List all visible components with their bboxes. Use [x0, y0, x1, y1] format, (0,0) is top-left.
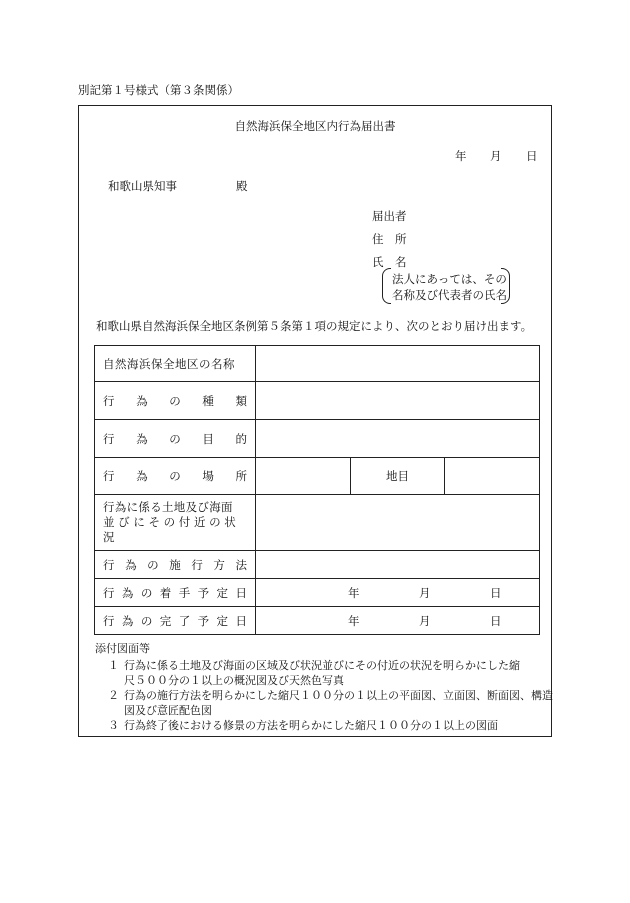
label-char: の	[140, 613, 153, 628]
date-month: 月	[490, 149, 502, 163]
attachment-2-number: ２	[108, 689, 119, 702]
corporation-note-line-1: 法人にあっては、その	[392, 272, 507, 286]
land-category-label: 地目	[350, 458, 445, 495]
label-char: 着	[159, 585, 172, 600]
label-char: 法	[235, 557, 247, 572]
address-char-2: 所	[395, 232, 407, 246]
label-action-type	[95, 382, 256, 420]
table-row	[95, 458, 540, 495]
label-area-name	[95, 346, 256, 382]
table-row	[95, 551, 540, 579]
label-end-date	[95, 607, 256, 635]
applicant-label: 届出者	[372, 209, 407, 223]
form-number: 別記第１号様式（第３条関係）	[78, 83, 239, 97]
label-char: 近	[193, 515, 206, 529]
address-char-1: 住	[372, 232, 384, 246]
attachment-3-line-1: 行為終了後における修景の方法を明らかにした縮尺１００分の１以上の図面	[124, 719, 498, 732]
label-char: 付	[178, 515, 191, 529]
label-char: 所	[235, 469, 247, 483]
attachment-2-line-1: 行為の施行方法を明らかにした縮尺１００分の１以上の平面図、立面図、断面図、構造	[124, 689, 553, 702]
end-date-field[interactable]	[256, 607, 540, 635]
execution-method-field[interactable]	[256, 551, 540, 579]
label-char: 行	[103, 557, 115, 572]
area-name-label: 自然海浜保全地区の名称	[103, 356, 235, 371]
label-char: 為	[136, 431, 148, 446]
label-char: 為	[125, 557, 137, 572]
label-char: 目	[202, 431, 214, 446]
attachment-1-line-1: 行為に係る土地及び海面の区域及び状況並びにその付近の状況を明らかにした縮	[124, 659, 520, 672]
label-char: 行	[103, 585, 115, 600]
label-char: 為	[136, 469, 148, 483]
label-char: 行	[103, 393, 115, 408]
end-date-year: 年	[348, 613, 360, 628]
label-char: 的	[235, 431, 247, 446]
notification-table	[94, 345, 540, 635]
attachments-heading: 添付図面等	[95, 642, 150, 655]
surroundings-field[interactable]	[256, 495, 540, 551]
surroundings-label-line-1: 行為に係る土地及び海面	[103, 500, 233, 514]
label-char: 行	[103, 613, 115, 628]
attachment-2-line-2: 図及び意匠配色図	[124, 704, 212, 717]
label-char: 並	[103, 515, 115, 529]
label-execution-method	[95, 551, 256, 579]
label-char: 予	[197, 613, 210, 628]
addressee-honorific: 殿	[236, 179, 248, 193]
label-char: 為	[136, 393, 148, 408]
corporation-note-line-2: 名称及び代表者の氏名	[392, 288, 507, 302]
name-char-2: 名	[395, 255, 407, 269]
label-char: 為	[121, 613, 134, 628]
label-char: そ	[148, 515, 160, 529]
label-surroundings	[95, 495, 256, 551]
label-char: の	[169, 469, 181, 483]
attachment-3-number: ３	[108, 719, 119, 732]
label-char: の	[163, 515, 176, 529]
date-day: 日	[526, 149, 538, 163]
end-date-day: 日	[490, 613, 502, 628]
label-char: 類	[235, 393, 247, 408]
start-date-month: 月	[419, 585, 431, 600]
label-char: 為	[121, 585, 134, 600]
label-char: 方	[213, 557, 225, 572]
action-type-field[interactable]	[256, 382, 540, 420]
land-category-field[interactable]	[445, 458, 540, 495]
label-char: 手	[178, 585, 191, 600]
label-action-location	[95, 458, 256, 495]
table-row	[95, 607, 540, 635]
action-location-field[interactable]	[256, 458, 351, 495]
table-row	[95, 382, 540, 420]
attachment-1-number: １	[108, 659, 119, 672]
end-date-month: 月	[419, 613, 431, 628]
name-char-1: 氏	[372, 255, 384, 269]
start-date-day: 日	[490, 585, 502, 600]
label-char: の	[169, 431, 181, 446]
table-row	[95, 346, 540, 382]
label-char: 場	[202, 469, 214, 483]
form-title: 自然海浜保全地区内行為届出書	[234, 119, 396, 133]
label-char: の	[169, 393, 181, 408]
label-char: に	[133, 515, 145, 529]
label-action-purpose	[95, 420, 256, 458]
action-purpose-field[interactable]	[256, 420, 540, 458]
attachment-1-line-2: 尺５００分の１以上の概況図及び天然色写真	[124, 674, 344, 687]
area-name-field[interactable]	[256, 346, 540, 382]
start-date-field[interactable]	[256, 579, 540, 607]
label-char: の	[209, 515, 221, 529]
start-date-year: 年	[348, 585, 360, 600]
label-char: の	[147, 557, 159, 572]
table-row	[95, 579, 540, 607]
table-row	[95, 420, 540, 458]
label-char: の	[140, 585, 153, 600]
label-char: 行	[103, 431, 115, 446]
label-char: 日	[235, 613, 247, 628]
label-char: 況	[103, 530, 115, 544]
corporation-note	[382, 268, 510, 304]
label-char: 日	[235, 585, 247, 600]
label-char: 定	[216, 613, 229, 628]
label-char: 行	[103, 469, 115, 483]
date-year: 年	[455, 149, 467, 163]
addressee-name: 和歌山県知事	[108, 179, 177, 193]
label-char: 種	[202, 393, 214, 408]
label-char: 完	[159, 613, 172, 628]
label-char: 状	[224, 515, 236, 529]
label-char: 予	[197, 585, 210, 600]
label-char: 定	[216, 585, 229, 600]
label-char: 施	[169, 557, 181, 572]
table-row	[95, 495, 540, 551]
left-bracket	[382, 268, 391, 304]
label-char: 了	[178, 613, 191, 628]
label-start-date	[95, 579, 256, 607]
label-char: び	[118, 515, 130, 529]
intro-text: 和歌山県自然海浜保全地区条例第５条第１項の規定により、次のとおり届け出ます。	[96, 319, 533, 333]
label-char: 行	[191, 557, 203, 572]
